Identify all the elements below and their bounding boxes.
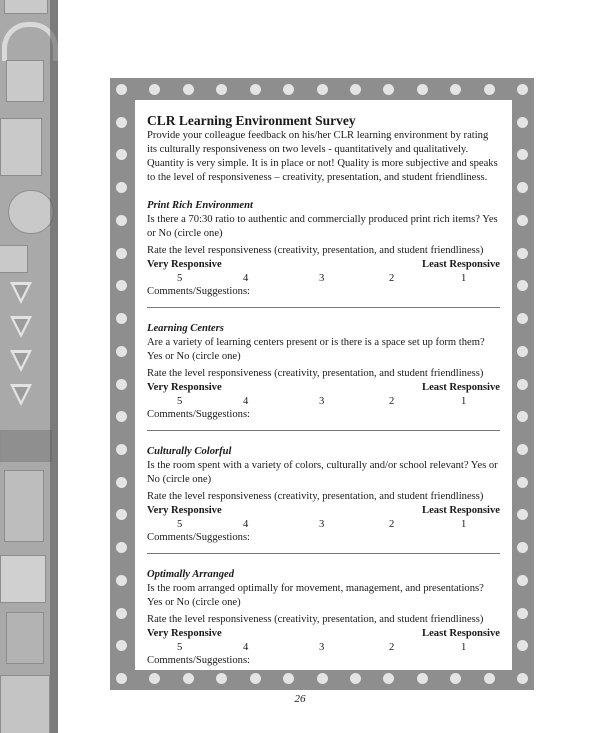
border-dot [149, 84, 160, 95]
rating-option-5[interactable]: 5 [177, 396, 183, 407]
border-dot [116, 575, 127, 586]
section-question: Is there a 70:30 ratio to authentic and commercially produced print rich items? Yes or No (circle one) [147, 214, 498, 239]
border-dot [183, 84, 194, 95]
border-dot [383, 84, 394, 95]
border-dot [517, 280, 528, 291]
rating-option-4[interactable]: 4 [243, 396, 249, 407]
border-dot [417, 673, 428, 684]
border-dot [517, 608, 528, 619]
responsiveness-labels [147, 258, 500, 272]
border-dot [517, 117, 528, 128]
survey-page [135, 100, 512, 670]
decorative-block [4, 0, 48, 14]
section-title: Optimally Arranged [147, 569, 235, 580]
border-dot [116, 117, 127, 128]
comments-label: Comments/Suggestions: [147, 409, 251, 420]
border-dot [116, 411, 127, 422]
rating-option-3[interactable]: 3 [319, 642, 325, 653]
least-responsive-label: Least Responsive [422, 259, 500, 270]
border-dot [517, 346, 528, 357]
border-dot [116, 215, 127, 226]
section-title: Culturally Colorful [147, 446, 232, 457]
very-responsive-label: Very Responsive [147, 505, 222, 516]
rating-instruction: Rate the level responsiveness (creativity, presentation, and student friendliness) [147, 491, 484, 502]
border-dot [116, 182, 127, 193]
rating-option-3[interactable]: 3 [319, 396, 325, 407]
very-responsive-label: Very Responsive [147, 259, 222, 270]
decorative-side-strip [0, 0, 58, 733]
border-dot [183, 673, 194, 684]
rating-option-4[interactable]: 4 [243, 642, 249, 653]
rating-option-2[interactable]: 2 [389, 642, 395, 653]
border-dot [116, 444, 127, 455]
rating-option-1[interactable]: 1 [461, 273, 467, 284]
border-dot [116, 313, 127, 324]
survey-section [147, 445, 500, 554]
rating-option-3[interactable]: 3 [319, 519, 325, 530]
border-dot [517, 444, 528, 455]
decorative-block [6, 612, 44, 664]
border-dot [450, 84, 461, 95]
decorative-triangle [10, 384, 32, 406]
border-dot [517, 313, 528, 324]
decorative-circle [8, 190, 54, 234]
least-responsive-label: Least Responsive [422, 505, 500, 516]
survey-section [147, 568, 500, 668]
border-dot [517, 542, 528, 553]
border-dot [116, 379, 127, 390]
section-question: Is the room arranged optimally for movement, management, and presentations? Yes or No (circle one) [147, 583, 484, 608]
decorative-triangle [10, 282, 32, 304]
border-dot [383, 673, 394, 684]
border-dot [317, 84, 328, 95]
section-title: Print Rich Environment [147, 200, 253, 211]
survey-title: CLR Learning Environment Survey [147, 113, 356, 128]
rating-option-1[interactable]: 1 [461, 396, 467, 407]
border-dot [283, 673, 294, 684]
rating-instruction: Rate the level responsiveness (creativity, presentation, and student friendliness) [147, 614, 484, 625]
border-dot [417, 84, 428, 95]
border-dot [517, 84, 528, 95]
section-divider [147, 553, 500, 554]
rating-scale [147, 641, 500, 654]
border-dot [517, 673, 528, 684]
survey-sections [147, 199, 500, 668]
border-dot [250, 673, 261, 684]
border-dot [350, 673, 361, 684]
decorative-block [0, 245, 28, 273]
rating-scale [147, 395, 500, 408]
rating-option-1[interactable]: 1 [461, 519, 467, 530]
least-responsive-label: Least Responsive [422, 628, 500, 639]
border-dot [517, 379, 528, 390]
very-responsive-label: Very Responsive [147, 382, 222, 393]
rating-option-4[interactable]: 4 [243, 519, 249, 530]
rating-option-5[interactable]: 5 [177, 273, 183, 284]
border-dot [517, 182, 528, 193]
border-dot [116, 542, 127, 553]
decorative-block [4, 470, 44, 542]
rating-instruction: Rate the level responsiveness (creativity, presentation, and student friendliness) [147, 368, 484, 379]
rating-option-4[interactable]: 4 [243, 273, 249, 284]
section-divider [147, 430, 500, 431]
survey-intro: Provide your colleague feedback on his/her CLR learning environment by rating its culturally responsiveness on two levels - quantitatively and qualitatively. Quantity is very simple. It is in place or not! Quality is more subjective and speaks to the level of responsiveness – creativity, presentation, and student friendliness. [147, 130, 498, 183]
decorative-block [6, 60, 44, 102]
strip-shadow [50, 0, 58, 733]
border-dot [250, 84, 261, 95]
border-dot [517, 575, 528, 586]
rating-option-2[interactable]: 2 [389, 273, 395, 284]
border-dot [517, 215, 528, 226]
border-dot [116, 608, 127, 619]
border-dot [116, 477, 127, 488]
border-dot [149, 673, 160, 684]
very-responsive-label: Very Responsive [147, 628, 222, 639]
border-dot [517, 149, 528, 160]
rating-scale [147, 272, 500, 285]
border-dot [283, 84, 294, 95]
survey-content [147, 112, 500, 668]
least-responsive-label: Least Responsive [422, 382, 500, 393]
comments-label: Comments/Suggestions: [147, 655, 251, 666]
border-dot [116, 509, 127, 520]
responsiveness-labels [147, 381, 500, 395]
border-dot [517, 411, 528, 422]
rating-scale [147, 518, 500, 531]
survey-section [147, 322, 500, 431]
border-dot [517, 248, 528, 259]
border-dot [116, 673, 127, 684]
rating-option-2[interactable]: 2 [389, 519, 395, 530]
border-dot [216, 84, 227, 95]
rating-option-5[interactable]: 5 [177, 642, 183, 653]
border-dot [317, 673, 328, 684]
rating-option-2[interactable]: 2 [389, 396, 395, 407]
border-dot [450, 673, 461, 684]
border-dot [517, 509, 528, 520]
responsiveness-labels [147, 627, 500, 641]
decorative-block [0, 430, 52, 462]
border-dot [484, 673, 495, 684]
rating-option-1[interactable]: 1 [461, 642, 467, 653]
border-dot [517, 640, 528, 651]
responsiveness-labels [147, 504, 500, 518]
survey-section [147, 199, 500, 308]
decorative-triangle [10, 350, 32, 372]
section-question: Are a variety of learning centers present or is there is a space set up form them? Yes or No (circle one) [147, 337, 485, 362]
rating-option-3[interactable]: 3 [319, 273, 325, 284]
decorative-block [0, 118, 42, 176]
decorative-block [0, 555, 46, 603]
page-number: 26 [294, 693, 306, 705]
border-dot [484, 84, 495, 95]
border-dot [350, 84, 361, 95]
border-dot [116, 346, 127, 357]
border-dot [116, 84, 127, 95]
border-dot [116, 149, 127, 160]
section-divider [147, 307, 500, 308]
border-dot [517, 477, 528, 488]
comments-label: Comments/Suggestions: [147, 286, 251, 297]
rating-instruction: Rate the level responsiveness (creativity, presentation, and student friendliness) [147, 245, 484, 256]
section-question: Is the room spent with a variety of colors, culturally and/or school relevant? Yes or No (circle one) [147, 460, 498, 485]
decorative-triangle [10, 316, 32, 338]
border-dot [216, 673, 227, 684]
section-title: Learning Centers [147, 323, 224, 334]
border-dot [116, 640, 127, 651]
border-dot [116, 248, 127, 259]
rating-option-5[interactable]: 5 [177, 519, 183, 530]
comments-label: Comments/Suggestions: [147, 532, 251, 543]
border-dot [116, 280, 127, 291]
